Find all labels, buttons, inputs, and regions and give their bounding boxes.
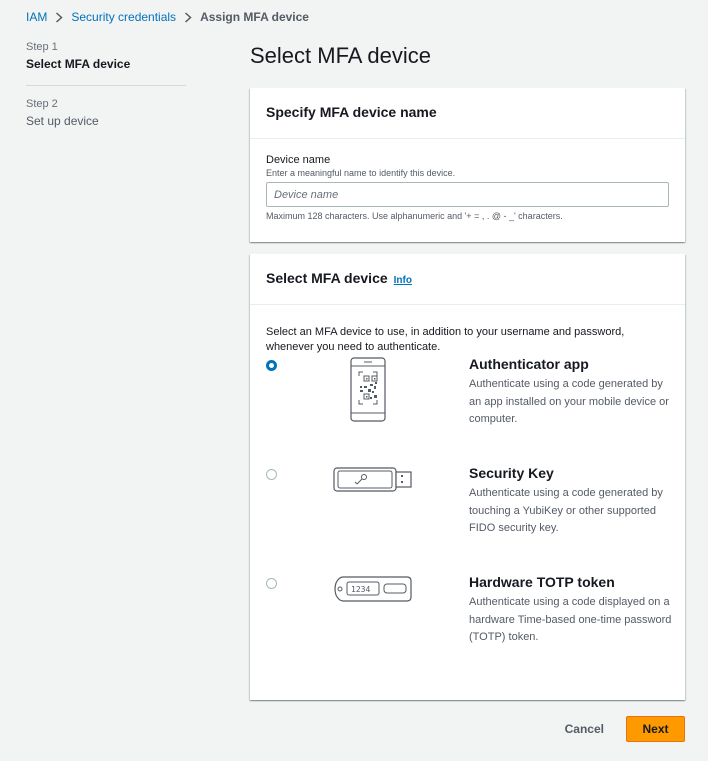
device-name-description: Enter a meaningful name to identify this device.	[266, 168, 456, 178]
breadcrumb-security-credentials-link[interactable]: Security credentials	[71, 10, 177, 24]
hardware-totp-radio[interactable]	[266, 578, 277, 589]
authenticator-app-description: Authenticate using a code generated by an app installed on your mobile device or computer.	[469, 378, 669, 425]
mfa-intro-text: Select an MFA device to use, in addition to your username and password, whenever you need to authenticate.	[266, 326, 625, 353]
device-name-label: Device name	[266, 154, 331, 166]
cancel-button[interactable]: Cancel	[564, 722, 604, 736]
mfa-device-card-header	[250, 254, 685, 305]
chevron-right-icon	[184, 12, 192, 23]
device-name-card-header: Specify MFA device name	[250, 88, 685, 139]
token-display-digits: 1234	[351, 585, 371, 594]
option-security-key[interactable]	[266, 465, 676, 549]
step-1-title: Select MFA device	[26, 57, 131, 71]
breadcrumb	[26, 10, 309, 24]
hardware-totp-title: Hardware TOTP token	[469, 574, 615, 590]
page-title: Select MFA device	[250, 43, 431, 68]
security-key-title: Security Key	[469, 465, 554, 481]
breadcrumb-iam-link[interactable]: IAM	[26, 10, 48, 24]
hardware-totp-description: Authenticate using a code displayed on a hardware Time-based one-time password (TOTP) token.	[469, 596, 672, 643]
step-2	[26, 98, 186, 128]
authenticator-app-radio[interactable]	[266, 360, 277, 371]
hardware-token-icon	[333, 576, 413, 607]
step-2-number: Step 2	[26, 98, 58, 110]
authenticator-app-title: Authenticator app	[469, 356, 589, 372]
security-key-radio[interactable]	[266, 469, 277, 480]
option-authenticator-app[interactable]	[266, 356, 676, 440]
mfa-device-card-title: Select MFA device	[266, 270, 388, 286]
step-1-number: Step 1	[26, 41, 58, 53]
phone-qr-code-icon	[350, 357, 388, 428]
security-key-description: Authenticate using a code generated by touching a YubiKey or other supported FIDO security key.	[469, 487, 663, 534]
step-2-title: Set up device	[26, 114, 99, 128]
wizard-actions	[565, 716, 685, 742]
next-button[interactable]: Next	[626, 716, 685, 742]
mfa-device-card	[250, 254, 685, 700]
security-key-usb-icon	[333, 467, 413, 498]
device-name-input[interactable]	[266, 182, 669, 207]
step-1	[26, 41, 186, 71]
chevron-right-icon	[55, 12, 63, 23]
wizard-steps	[26, 41, 186, 128]
step-divider	[26, 85, 186, 86]
option-hardware-totp-token[interactable]	[266, 574, 676, 658]
device-name-card	[250, 88, 685, 242]
device-name-constraint: Maximum 128 characters. Use alphanumeric and '+ = , . @ - _' characters.	[266, 211, 563, 221]
info-link[interactable]: Info	[393, 275, 412, 286]
breadcrumb-current: Assign MFA device	[200, 10, 309, 24]
